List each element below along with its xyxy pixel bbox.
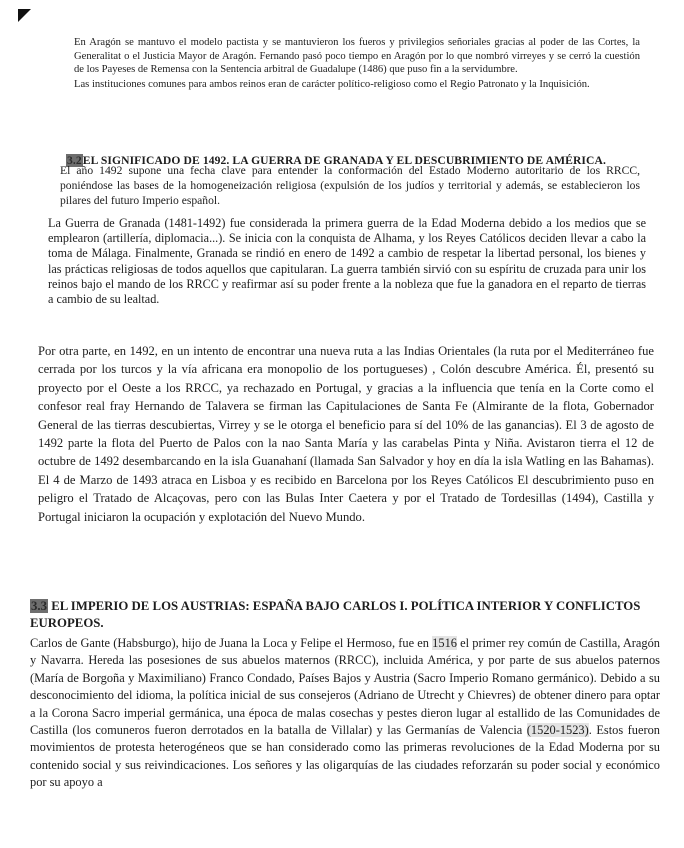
section-3-2-paragraph-america: Por otra parte, en 1492, en un intento de encontrar una nueva ruta a las Indias Orientales (la ruta por el Mediterráneo fue cerrada por los turcos y la vía africana era monopolio de los portugueses) , Colón descubre América. Él, presentó su proyecto por el Oeste a los RRCC, ya rechazado en Portugal, y gracias a la influencia que tenía en la Corte como el confesor real fray Hernando de Talavera se firman las Capitulaciones de Santa Fe (Almirante de la flota, Gobernador General de las tierras descubiertas, Virrey y se le otorga el beneficio para sí del 10% de las ganancias). El 3 de agosto de 1492 parte la flota del Puerto de Palos con la nao Santa María y las carabelas Pinta y Niña. Avistaron tierra el 12 de octubre de 1492 desembarcando en la isla Guanahaní (llamada San Salvador y hoy en día la isla Watling en las Bahamas). El 4 de Marzo de 1493 atraca en Lisboa y es recibido en Barcelona por los Reyes Católicos El descubrimiento puso en peligro el Tratado de Alcaçovas, pero con las Bulas Inter Caetera y por el Tratado de Tordesillas (1494), Castilla y Portugal iniciaron la ocupación y explotación del Nuevo Mundo. — [38, 344, 654, 524]
intro-paragraph-aragon: En Aragón se mantuvo el modelo pactista y se mantuvieron los fueros y privilegios señoriales gracias al poder de las Cortes, la Generalitat o el Justicia Mayor de Aragón. Fernando pasó poco tiempo en Aragón por lo que nombró virreyes y se cerró la cuestión de los Payeses de Remensa con la Sentencia arbitral de Guadalupe (1486) que puso fin a la servidumbre. — [74, 37, 640, 76]
page-corner-mark — [18, 9, 31, 22]
section-3-2-paragraph-1: El año 1492 supone una fecha clave para entender la conformación del Estado Moderno autoritario de los RRCC, poniéndose las bases de la homogeneización religiosa (expulsión de los judíos y territorial y además, se establecieron los pilares del futuro Imperio español. — [60, 164, 640, 207]
section-3-2-title: EL SIGNIFICADO DE 1492. LA GUERRA DE GRANADA Y EL DESCUBRIMIENTO DE AMÉRICA. — [82, 154, 606, 167]
paragraph-text: Carlos de Gante (Habsburgo), hijo de Juana la Loca y Felipe el Hermoso, fue en — [30, 636, 433, 650]
intro-paragraph-institutions: Las instituciones comunes para ambos reinos eran de carácter político-religioso como el Regio Patronato y la Inquisición. — [74, 78, 590, 90]
section-number-badge: 3.2 — [67, 154, 82, 167]
section-3-3-heading — [30, 598, 660, 632]
section-3-3-title: EL IMPERIO DE LOS AUSTRIAS: ESPAÑA BAJO CARLOS I. POLÍTICA INTERIOR Y CONFLICTOS EUROPEOS. — [30, 599, 641, 630]
intro-block — [74, 36, 640, 91]
highlighted-year: 1516 — [432, 636, 457, 650]
paragraph-text: el primer rey común de Castilla, Aragón y Navarra. Hereda las posesiones de sus abuelos maternos (RRCC), incluida América, y por parte de sus abuelos paternos (María de Borgoña y Maximiliano) Franco Condado, Países Bajos y Austria (Sacro Imperio Romano germánico). Debido a su desconocimiento del idioma, la política inicial de sus consejeros (Adriano de Utrecht y Chievres) de obtener dinero para optar a la Corona Sacro imperial germánica, una época de malas cosechas y pestes dieron lugar al estallido de las Comunidades de Castilla (los comuneros fueron derrotados en la batalla de Villalar) y las Germanías de Valencia — [30, 636, 660, 738]
section-3-2-paragraph-granada: La Guerra de Granada (1481-1492) fue considerada la primera guerra de la Edad Moderna debido a los medios que se emplearon (artillería, diplomacia...). Se inicia con la conquista de Alhama, y los Reyes Católicos deciden llevar a cabo la toma de Málaga. Finalmente, Granada se rindió en enero de 1492 a cambio de respetar la libertad personal, los bienes y las prácticas religiosas de todos aquellos que capitularan. La guerra también sirvió con su espíritu de cruzada para unir los reinos bajo el mando de los RRCC y reafirmar así su poder frente a la nobleza que fue la ganadora en el reparto de tierras a cambio de su lealtad. — [48, 216, 646, 307]
paragraph-text: . Estos fueron movimientos de protesta heterogéneos que se han considerado como las primeras revoluciones de la Edad Moderna por su contenido social y sus reivindicaciones. Los señores y las oligarquías de las ciudades reforzarán su poder social y económico por su apoyo a — [30, 723, 661, 790]
section-number-badge: 3.3 — [31, 599, 47, 613]
highlighted-dates: (1520-1523) — [526, 723, 589, 738]
section-3-3-paragraph-carlos — [30, 635, 660, 792]
